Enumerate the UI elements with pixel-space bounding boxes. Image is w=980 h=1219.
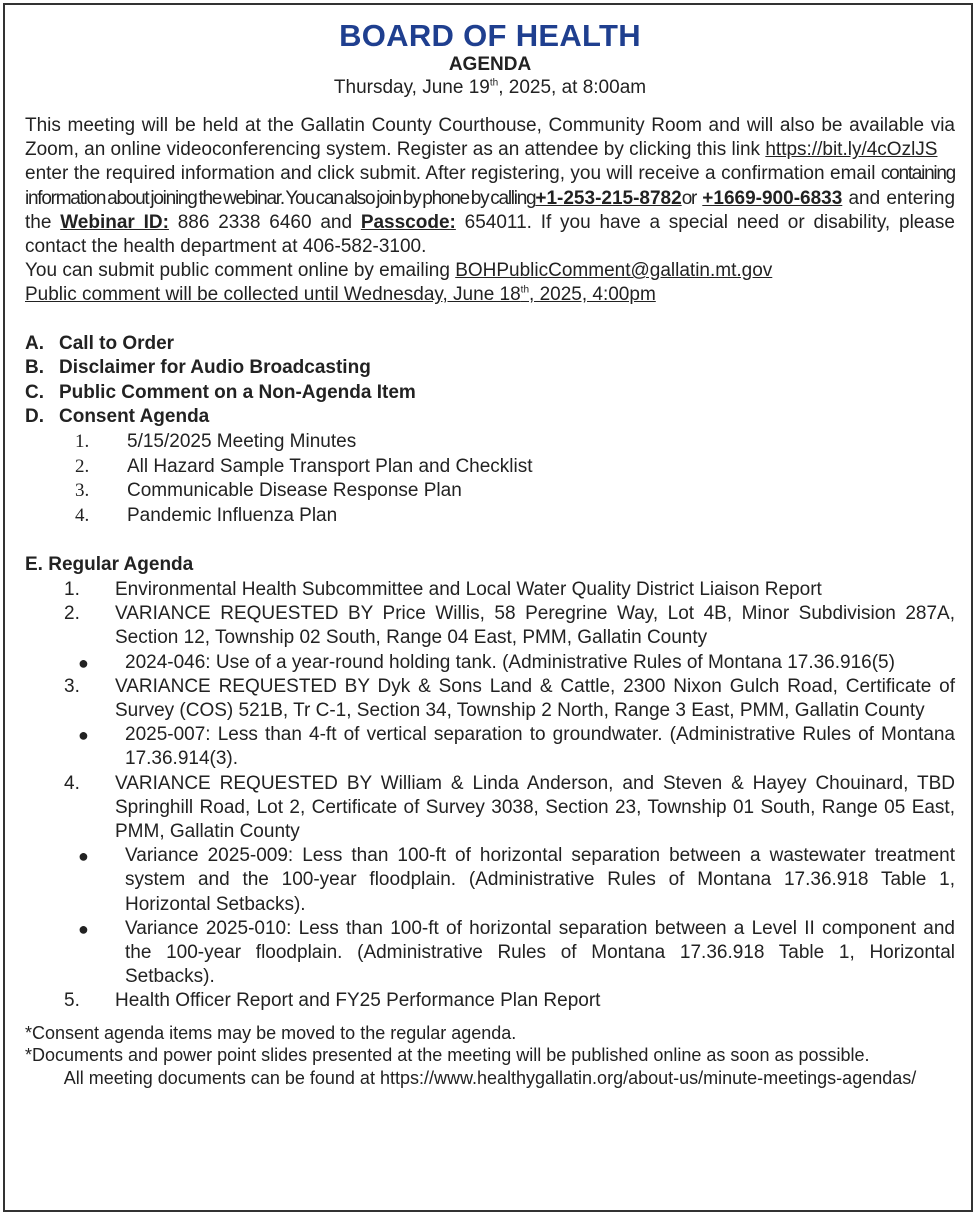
section-letter: C. bbox=[25, 381, 44, 403]
item-number: 4. bbox=[75, 504, 90, 526]
item-label: Communicable Disease Response Plan bbox=[127, 480, 462, 502]
list-item bbox=[25, 504, 955, 529]
variance-bullet bbox=[25, 651, 955, 675]
page-subtitle: AGENDA bbox=[448, 54, 532, 75]
section-label: Public Comment on a Non-Agenda Item bbox=[59, 381, 416, 403]
regular-item-1 bbox=[25, 578, 955, 602]
variance-bullet bbox=[25, 844, 955, 917]
comment-deadline bbox=[25, 283, 955, 307]
consent-items bbox=[25, 430, 955, 528]
passcode-text: 654011. If you have a special need or disability, please contact the health department at 406-582-3100. bbox=[25, 211, 955, 258]
comment-text: You can submit public comment online by emailing bbox=[25, 260, 456, 282]
section-b bbox=[25, 356, 955, 381]
phone-link-2[interactable]: +1669-900-6833 bbox=[702, 187, 843, 209]
section-letter: D. bbox=[25, 406, 44, 428]
item-text: VARIANCE REQUESTED BY Dyk & Sons Land & Cattle, 2300 Nixon Gulch Road, Certificate of Survey (COS) 521B, Tr C-1, Section 34, Township 2 North, Range 3 East, PMM, Gallatin County bbox=[115, 675, 955, 721]
bullet-icon: ● bbox=[78, 652, 89, 673]
item-label: All Hazard Sample Transport Plan and Checklist bbox=[127, 455, 533, 477]
meeting-date bbox=[25, 76, 955, 100]
deadline-text: Public comment will be collected until Wednesday, June 18 bbox=[25, 284, 521, 306]
regular-item-5 bbox=[25, 989, 955, 1013]
agenda-document bbox=[25, 18, 955, 1089]
page-title: BOARD OF HEALTH bbox=[339, 18, 641, 53]
note-documents-link[interactable]: All meeting documents can be found at https://www.healthygallatin.org/about-us/minute-meetings-agendas/ bbox=[63, 1067, 917, 1088]
item-label: 5/15/2025 Meeting Minutes bbox=[127, 431, 357, 452]
comment-email-link[interactable]: BOHPublicComment@gallatin.mt.gov bbox=[455, 260, 773, 282]
regular-item-3 bbox=[25, 675, 955, 772]
section-letter: A. bbox=[25, 332, 44, 354]
item-number: 3. bbox=[75, 480, 90, 502]
entering-text: and entering the bbox=[25, 187, 956, 233]
item-number: 5. bbox=[64, 990, 80, 1012]
phone-link-1[interactable]: +1-253-215-8782 bbox=[535, 187, 682, 209]
section-label: Disclaimer for Audio Broadcasting bbox=[59, 357, 371, 379]
item-label: Pandemic Influenza Plan bbox=[127, 504, 338, 526]
bullet-text: Variance 2025-010: Less than 100-ft of horizontal separation between a Level II component and the 100-year floodplain. (Administrative Rules of Montana 17.36.918 Table 1, Horizontal Setbacks). bbox=[125, 917, 955, 988]
join-phone-text: containing information about joining the webinar. You can also join by phone by calling bbox=[25, 163, 955, 209]
join-paragraph bbox=[25, 162, 955, 259]
item-number: 2. bbox=[75, 455, 90, 477]
section-c bbox=[25, 381, 955, 406]
bullet-icon: ● bbox=[78, 846, 89, 867]
bullet-icon: ● bbox=[78, 725, 89, 746]
date-suffix-sup: th bbox=[489, 77, 499, 89]
item-number: 3. bbox=[64, 675, 80, 697]
date-text: Thursday, June 19 bbox=[333, 77, 490, 98]
variance-bullet bbox=[25, 917, 955, 990]
list-item bbox=[25, 479, 955, 504]
regular-item-2 bbox=[25, 602, 955, 675]
regular-agenda bbox=[25, 553, 955, 1013]
item-number: 2. bbox=[64, 603, 80, 625]
bullet-text: Variance 2025-009: Less than 100-ft of horizontal separation between a wastewater treatment system and the 100-year floodplain. (Administrative Rules of Montana 17.36.918 Table 1, Horizontal Setbacks). bbox=[125, 845, 955, 915]
bullet-icon: ● bbox=[78, 918, 89, 939]
or-text: or bbox=[681, 187, 697, 209]
item-number: 1. bbox=[64, 578, 80, 600]
regular-item-4 bbox=[25, 772, 955, 990]
item-text: Health Officer Report and FY25 Performance Plan Report bbox=[115, 990, 601, 1012]
item-text: VARIANCE REQUESTED BY William & Linda Anderson, and Steven & Hayey Chouinard, TBD Springhill Road, Lot 2, Certificate of Survey 3038, Section 23, Township 01 South, Range 05 East, PMM, Gallatin County bbox=[115, 772, 955, 842]
passcode-label: Passcode: bbox=[360, 211, 456, 233]
webinar-label: Webinar ID: bbox=[60, 211, 169, 233]
item-text: VARIANCE REQUESTED BY Price Willis, 58 Peregrine Way, Lot 4B, Minor Subdivision 287A, Section 12, Township 02 South, Range 04 East, PMM, Gallatin County bbox=[115, 603, 955, 649]
list-item bbox=[25, 430, 955, 455]
deadline-date: , 2025, 4:00pm bbox=[529, 284, 656, 306]
section-a bbox=[25, 332, 955, 357]
footer-notes bbox=[25, 1022, 955, 1090]
intro-paragraph bbox=[25, 114, 955, 162]
note-documents: *Documents and power point slides presented at the meeting will be published online as soon as possible. bbox=[25, 1045, 870, 1066]
meeting-info bbox=[25, 114, 955, 308]
section-e-heading: E. Regular Agenda bbox=[25, 554, 194, 576]
agenda-sections bbox=[25, 332, 955, 529]
bullet-text: 2024-046: Use of a year-round holding tank. (Administrative Rules of Montana 17.36.916(5) bbox=[125, 651, 895, 673]
section-d bbox=[25, 405, 955, 430]
webinar-id: 886 2338 6460 and bbox=[168, 211, 361, 233]
section-letter: B. bbox=[25, 357, 44, 379]
section-label: Consent Agenda bbox=[59, 406, 210, 428]
list-item bbox=[25, 455, 955, 480]
variance-bullet bbox=[25, 723, 955, 771]
item-number: 1. bbox=[75, 431, 90, 452]
comment-paragraph bbox=[25, 259, 955, 283]
intro-text: This meeting will be held at the Gallatin County Courthouse, Community Room and will also be available via Zoom, an online videoconferencing system. Register as an attendee by clicking this link bbox=[25, 115, 955, 161]
date-time: , 2025, at 8:00am bbox=[498, 77, 647, 98]
item-text: Environmental Health Subcommittee and Local Water Quality District Liaison Report bbox=[115, 578, 822, 600]
deadline-sup: th bbox=[520, 285, 530, 297]
item-number: 4. bbox=[64, 772, 80, 794]
section-label: Call to Order bbox=[59, 332, 175, 354]
join-text: enter the required information and click submit. After registering, you will receive a confirmation email bbox=[25, 163, 881, 185]
register-link[interactable]: https://bit.ly/4cOzlJS bbox=[765, 139, 938, 161]
note-consent: *Consent agenda items may be moved to the regular agenda. bbox=[25, 1022, 517, 1043]
bullet-text: 2025-007: Less than 4-ft of vertical separation to groundwater. (Administrative Rules of Montana 17.36.914(3). bbox=[125, 724, 955, 770]
